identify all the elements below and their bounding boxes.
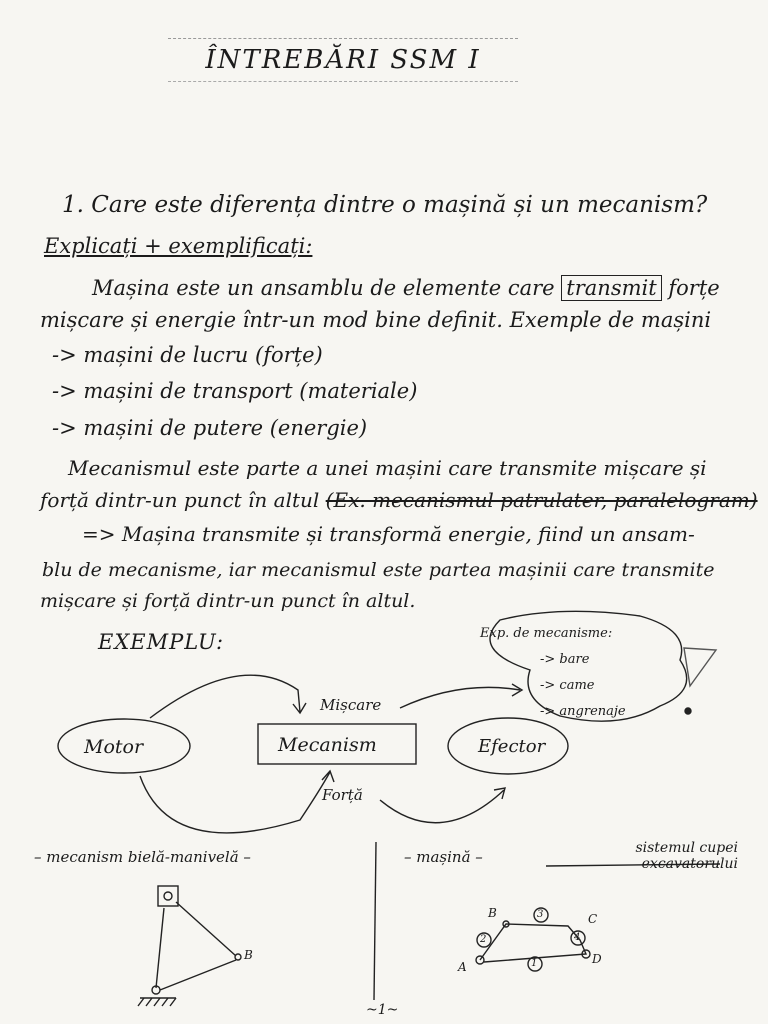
bottom-right-label: – mașină – [404, 848, 483, 866]
page-number: ~1~ [366, 1002, 399, 1018]
linkage-n2: 2 [480, 934, 487, 945]
para2-struck-text: (Ex. mecanismul patrulater, paralelogram) [325, 488, 758, 512]
page-title-text: ÎNTREBĂRI SSM I [205, 45, 481, 75]
example-masini-1: -> mașini de lucru (forțe) [52, 343, 323, 367]
para1-end: forțe [668, 276, 720, 300]
para3-line2: blu de mecanisme, iar mecanismul este partea mașinii care transmite [42, 559, 715, 581]
forta-label: Forță [322, 786, 363, 804]
subheading: Explicați + exemplificați: [44, 234, 313, 258]
exemplu-label: EXEMPLU: [98, 630, 225, 654]
linkage-n1: 1 [531, 958, 538, 969]
para1-line2: mișcare și energie într-un mod bine definit. Exemple de mașini [40, 308, 712, 332]
para2-line2-start: forță dintr-un punct în altul [40, 488, 320, 512]
callout-item-3: -> angrenaje [540, 704, 626, 719]
callout-item-2: -> came [540, 678, 595, 693]
linkage-n3: 3 [537, 909, 544, 920]
linkage-b-left: B [244, 948, 253, 962]
linkage-d: D [592, 952, 602, 966]
efector-label: Efector [478, 736, 546, 757]
bottom-left-label: – mecanism bielă-manivelă – [34, 848, 251, 866]
para2-line1: Mecanismul este parte a unei mașini care transmite mișcare și [68, 456, 707, 480]
linkage-a: A [458, 960, 467, 974]
para3-line1: => Mașina transmite și transformă energie, fiind un ansam- [82, 522, 695, 546]
para1-boxed-word: transmit [561, 275, 661, 301]
callout-title: Exp. de mecanisme: [480, 626, 613, 641]
linkage-c: C [588, 912, 598, 926]
linkage-n4: 4 [574, 932, 581, 943]
question-heading: 1. Care este diferența dintre o mașină și un mecanism? [62, 192, 708, 218]
callout-item-1: -> bare [540, 652, 590, 667]
linkage-b: B [488, 906, 497, 920]
para1-start: Mașina este un ansamblu de elemente care [92, 276, 555, 300]
bottom-right-title: sistemul cupei excavatorului [635, 840, 738, 872]
motor-label: Motor [84, 736, 144, 758]
miscare-label: Mișcare [320, 696, 382, 714]
para3-line3: mișcare și forță dintr-un punct în altul. [40, 590, 416, 612]
example-masini-2: -> mașini de transport (materiale) [52, 379, 418, 403]
mecanism-label: Mecanism [278, 734, 377, 756]
example-masini-3: -> mașini de putere (energie) [52, 416, 368, 440]
